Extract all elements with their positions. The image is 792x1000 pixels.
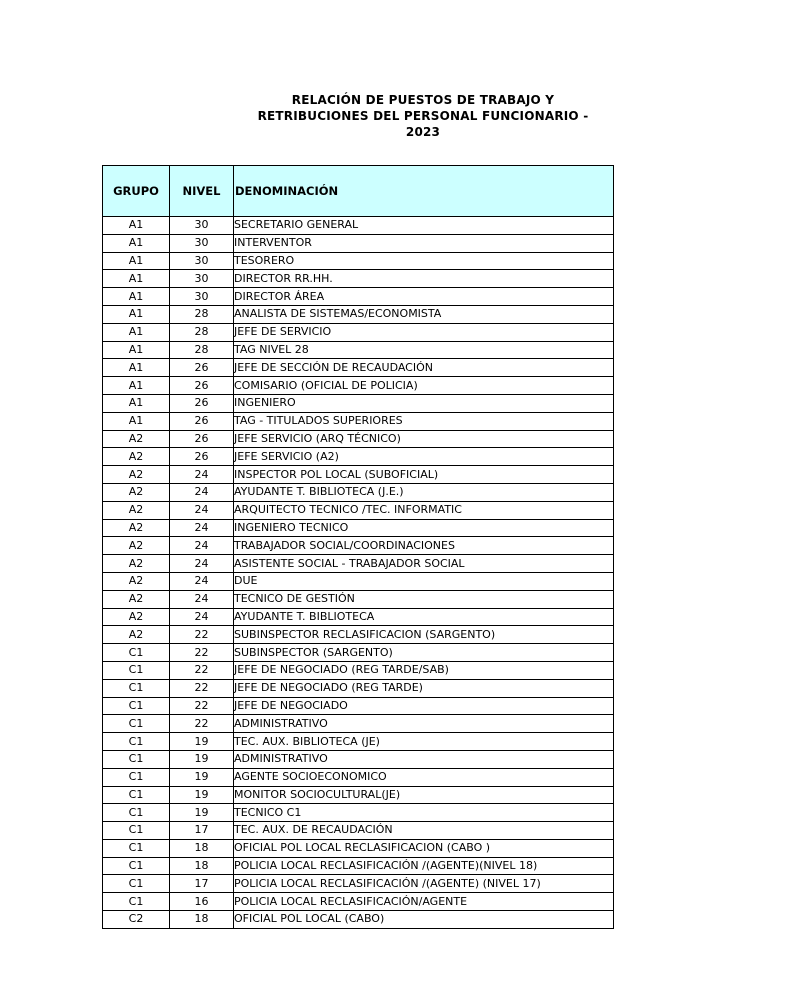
cell-denominacion: INGENIERO — [234, 394, 614, 412]
cell-grupo: A1 — [103, 217, 170, 235]
table-row — [103, 448, 614, 466]
cell-grupo: A1 — [103, 412, 170, 430]
cell-grupo: A1 — [103, 288, 170, 306]
table-row — [103, 839, 614, 857]
table-row — [103, 270, 614, 288]
table-row — [103, 590, 614, 608]
positions-table — [102, 165, 614, 929]
title-line-1: RELACIÓN DE PUESTOS DE TRABAJO Y — [291, 93, 555, 107]
cell-grupo: C1 — [103, 733, 170, 751]
cell-grupo: C1 — [103, 786, 170, 804]
table-row — [103, 217, 614, 235]
table-row — [103, 750, 614, 768]
cell-grupo: A1 — [103, 234, 170, 252]
cell-nivel: 19 — [170, 750, 234, 768]
table-row — [103, 341, 614, 359]
cell-denominacion: TRABAJADOR SOCIAL/COORDINACIONES — [234, 537, 614, 555]
cell-nivel: 24 — [170, 483, 234, 501]
table-row — [103, 323, 614, 341]
table-row — [103, 661, 614, 679]
cell-denominacion: ADMINISTRATIVO — [234, 715, 614, 733]
cell-nivel: 22 — [170, 697, 234, 715]
cell-grupo: A2 — [103, 537, 170, 555]
table-row — [103, 412, 614, 430]
cell-denominacion: POLICIA LOCAL RECLASIFICACIÓN/AGENTE — [234, 893, 614, 911]
cell-denominacion: POLICIA LOCAL RECLASIFICACIÓN /(AGENTE)(NIVEL 18) — [234, 857, 614, 875]
cell-nivel: 24 — [170, 537, 234, 555]
table-row — [103, 359, 614, 377]
cell-grupo: A1 — [103, 252, 170, 270]
cell-nivel: 22 — [170, 661, 234, 679]
table-row — [103, 786, 614, 804]
cell-grupo: A2 — [103, 448, 170, 466]
table-body — [103, 217, 614, 929]
table-row — [103, 501, 614, 519]
table-header-row — [103, 166, 614, 217]
table-row — [103, 733, 614, 751]
table-row — [103, 644, 614, 662]
cell-nivel: 16 — [170, 893, 234, 911]
table-row — [103, 394, 614, 412]
cell-grupo: C1 — [103, 804, 170, 822]
cell-denominacion: JEFE DE SECCIÓN DE RECAUDACIÓN — [234, 359, 614, 377]
cell-denominacion: ASISTENTE SOCIAL - TRABAJADOR SOCIAL — [234, 555, 614, 573]
cell-denominacion: DIRECTOR ÁREA — [234, 288, 614, 306]
cell-grupo: C1 — [103, 679, 170, 697]
cell-denominacion: DUE — [234, 572, 614, 590]
cell-grupo: C1 — [103, 839, 170, 857]
cell-denominacion: JEFE SERVICIO (A2) — [234, 448, 614, 466]
header-grupo: GRUPO — [103, 166, 170, 217]
table-row — [103, 572, 614, 590]
cell-nivel: 26 — [170, 430, 234, 448]
cell-nivel: 24 — [170, 555, 234, 573]
table-row — [103, 288, 614, 306]
cell-nivel: 18 — [170, 857, 234, 875]
cell-nivel: 26 — [170, 377, 234, 395]
cell-grupo: C1 — [103, 715, 170, 733]
cell-grupo: A1 — [103, 305, 170, 323]
cell-nivel: 19 — [170, 768, 234, 786]
table-row — [103, 519, 614, 537]
cell-grupo: A1 — [103, 377, 170, 395]
cell-denominacion: POLICIA LOCAL RECLASIFICACIÓN /(AGENTE) (NIVEL 17) — [234, 875, 614, 893]
table-row — [103, 430, 614, 448]
cell-nivel: 18 — [170, 839, 234, 857]
cell-nivel: 17 — [170, 822, 234, 840]
table-row — [103, 305, 614, 323]
document-title — [240, 92, 606, 140]
cell-nivel: 26 — [170, 359, 234, 377]
cell-denominacion: OFICIAL POL LOCAL (CABO) — [234, 911, 614, 929]
cell-nivel: 24 — [170, 501, 234, 519]
cell-denominacion: JEFE DE NEGOCIADO (REG TARDE) — [234, 679, 614, 697]
cell-nivel: 22 — [170, 626, 234, 644]
cell-grupo: C1 — [103, 697, 170, 715]
cell-grupo: A2 — [103, 466, 170, 484]
cell-nivel: 30 — [170, 217, 234, 235]
table-row — [103, 715, 614, 733]
cell-grupo: C1 — [103, 857, 170, 875]
cell-nivel: 30 — [170, 270, 234, 288]
cell-grupo: C1 — [103, 644, 170, 662]
cell-grupo: C1 — [103, 768, 170, 786]
cell-grupo: A2 — [103, 555, 170, 573]
table-row — [103, 893, 614, 911]
cell-grupo: A2 — [103, 501, 170, 519]
table-row — [103, 234, 614, 252]
cell-grupo: A2 — [103, 572, 170, 590]
table-row — [103, 555, 614, 573]
cell-nivel: 24 — [170, 608, 234, 626]
cell-grupo: C1 — [103, 661, 170, 679]
cell-nivel: 22 — [170, 644, 234, 662]
cell-grupo: A1 — [103, 270, 170, 288]
cell-grupo: C2 — [103, 911, 170, 929]
cell-nivel: 24 — [170, 466, 234, 484]
cell-nivel: 28 — [170, 341, 234, 359]
cell-grupo: A2 — [103, 608, 170, 626]
cell-denominacion: INTERVENTOR — [234, 234, 614, 252]
cell-nivel: 30 — [170, 288, 234, 306]
cell-denominacion: AYUDANTE T. BIBLIOTECA — [234, 608, 614, 626]
cell-grupo: A1 — [103, 341, 170, 359]
cell-denominacion: DIRECTOR RR.HH. — [234, 270, 614, 288]
table-row — [103, 483, 614, 501]
cell-denominacion: JEFE DE NEGOCIADO — [234, 697, 614, 715]
table-row — [103, 768, 614, 786]
cell-denominacion: MONITOR SOCIOCULTURAL(JE) — [234, 786, 614, 804]
cell-nivel: 18 — [170, 911, 234, 929]
table-row — [103, 377, 614, 395]
cell-denominacion: TEC. AUX. BIBLIOTECA (JE) — [234, 733, 614, 751]
cell-grupo: A2 — [103, 483, 170, 501]
cell-denominacion: JEFE DE NEGOCIADO (REG TARDE/SAB) — [234, 661, 614, 679]
cell-denominacion: JEFE DE SERVICIO — [234, 323, 614, 341]
cell-grupo: A2 — [103, 430, 170, 448]
cell-denominacion: SUBINSPECTOR RECLASIFICACION (SARGENTO) — [234, 626, 614, 644]
header-denominacion: DENOMINACIÓN — [234, 166, 614, 217]
table-row — [103, 697, 614, 715]
cell-grupo: C1 — [103, 893, 170, 911]
cell-nivel: 17 — [170, 875, 234, 893]
cell-denominacion: AYUDANTE T. BIBLIOTECA (J.E.) — [234, 483, 614, 501]
cell-grupo: C1 — [103, 750, 170, 768]
header-nivel: NIVEL — [170, 166, 234, 217]
cell-denominacion: ARQUITECTO TECNICO /TEC. INFORMATIC — [234, 501, 614, 519]
table-row — [103, 626, 614, 644]
cell-grupo: A1 — [103, 323, 170, 341]
table-row — [103, 537, 614, 555]
cell-grupo: C1 — [103, 822, 170, 840]
cell-grupo: A2 — [103, 626, 170, 644]
cell-denominacion: TAG NIVEL 28 — [234, 341, 614, 359]
cell-nivel: 19 — [170, 786, 234, 804]
cell-denominacion: ANALISTA DE SISTEMAS/ECONOMISTA — [234, 305, 614, 323]
cell-denominacion: TAG - TITULADOS SUPERIORES — [234, 412, 614, 430]
cell-nivel: 22 — [170, 715, 234, 733]
table-row — [103, 822, 614, 840]
cell-grupo: A1 — [103, 394, 170, 412]
cell-grupo: A2 — [103, 590, 170, 608]
cell-nivel: 26 — [170, 412, 234, 430]
cell-nivel: 19 — [170, 733, 234, 751]
cell-denominacion: SECRETARIO GENERAL — [234, 217, 614, 235]
table-row — [103, 679, 614, 697]
table-row — [103, 875, 614, 893]
cell-nivel: 26 — [170, 448, 234, 466]
cell-nivel: 24 — [170, 572, 234, 590]
table-row — [103, 911, 614, 929]
cell-denominacion: INSPECTOR POL LOCAL (SUBOFICIAL) — [234, 466, 614, 484]
cell-denominacion: COMISARIO (OFICIAL DE POLICIA) — [234, 377, 614, 395]
cell-nivel: 22 — [170, 679, 234, 697]
cell-grupo: A1 — [103, 359, 170, 377]
table-row — [103, 466, 614, 484]
cell-nivel: 30 — [170, 234, 234, 252]
cell-denominacion: TECNICO C1 — [234, 804, 614, 822]
table-row — [103, 857, 614, 875]
cell-nivel: 30 — [170, 252, 234, 270]
cell-denominacion: OFICIAL POL LOCAL RECLASIFICACION (CABO ) — [234, 839, 614, 857]
cell-denominacion: TESORERO — [234, 252, 614, 270]
table-row — [103, 252, 614, 270]
cell-nivel: 19 — [170, 804, 234, 822]
cell-denominacion: ADMINISTRATIVO — [234, 750, 614, 768]
table-row — [103, 804, 614, 822]
cell-nivel: 28 — [170, 305, 234, 323]
cell-nivel: 26 — [170, 394, 234, 412]
cell-denominacion: AGENTE SOCIOECONOMICO — [234, 768, 614, 786]
title-line-3: 2023 — [405, 125, 441, 139]
cell-denominacion: INGENIERO TECNICO — [234, 519, 614, 537]
cell-grupo: A2 — [103, 519, 170, 537]
cell-denominacion: TEC. AUX. DE RECAUDACIÓN — [234, 822, 614, 840]
title-line-2: RETRIBUCIONES DEL PERSONAL FUNCIONARIO - — [257, 109, 589, 123]
cell-denominacion: TECNICO DE GESTIÓN — [234, 590, 614, 608]
cell-nivel: 28 — [170, 323, 234, 341]
cell-grupo: C1 — [103, 875, 170, 893]
cell-nivel: 24 — [170, 590, 234, 608]
cell-nivel: 24 — [170, 519, 234, 537]
table-row — [103, 608, 614, 626]
cell-denominacion: JEFE SERVICIO (ARQ TÉCNICO) — [234, 430, 614, 448]
cell-denominacion: SUBINSPECTOR (SARGENTO) — [234, 644, 614, 662]
